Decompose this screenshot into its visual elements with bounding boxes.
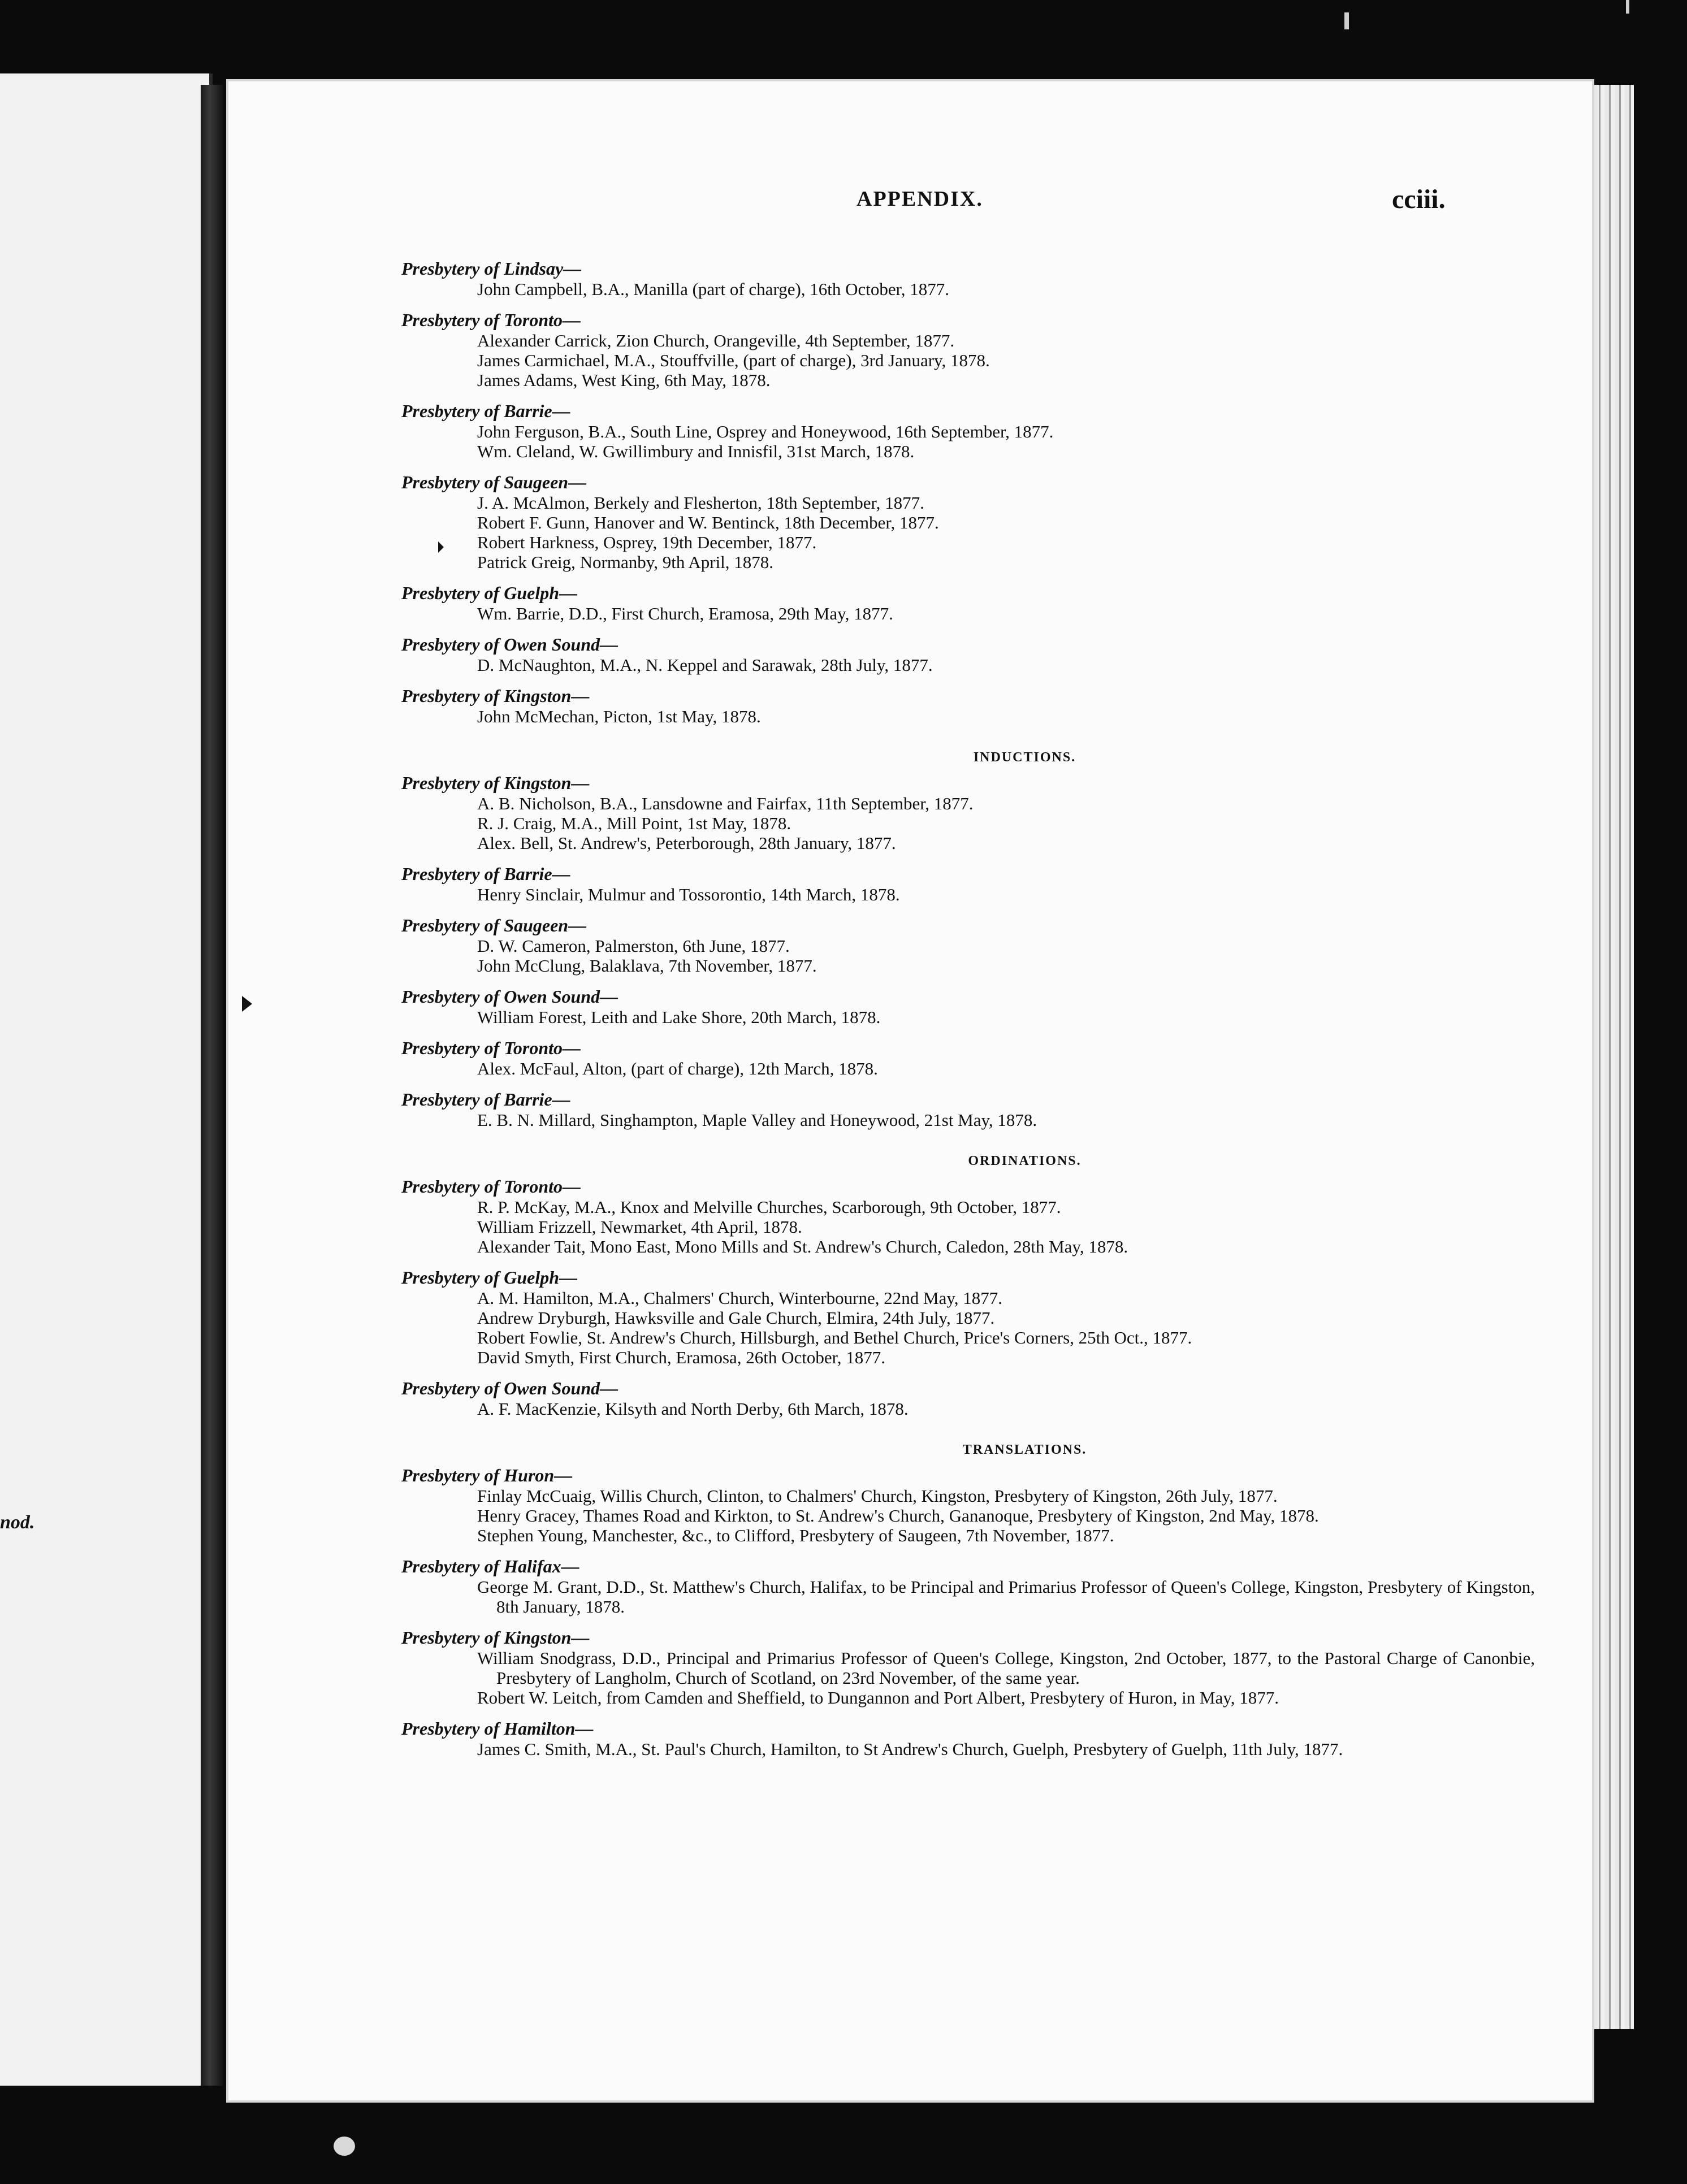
presbytery-group <box>401 471 1535 572</box>
presbytery-heading: Presbytery of Barrie— <box>401 864 570 884</box>
entry: D. W. Cameron, Palmerston, 6th June, 1877. <box>477 936 790 956</box>
entry: Alexander Tait, Mono East, Mono Mills and St. Andrew's Church, Caledon, 28th May, 1878. <box>477 1237 1128 1256</box>
entry: William Snodgrass, D.D., Principal and Primarius Professor of Queen's College, Kingston, 2nd October, 1877, to the Pastoral Charge of Canonbie, Presbytery of Langholm, Church of Scotland, on 23rd November, of the same year. <box>477 1648 1535 1688</box>
presbytery-heading: Presbytery of Huron— <box>401 1465 573 1485</box>
presbytery-group <box>401 915 1535 976</box>
page-edges <box>1594 85 1634 2029</box>
entry: William Frizzell, Newmarket, 4th April, 1878. <box>477 1217 802 1237</box>
presbytery-group <box>401 1555 1535 1617</box>
entry: Robert W. Leitch, from Camden and Sheffield, to Dungannon and Port Albert, Presbytery of Huron, in May, 1877. <box>477 1688 1279 1708</box>
entry: Stephen Young, Manchester, &c., to Clifford, Presbytery of Saugeen, 7th November, 1877. <box>477 1526 1114 1545</box>
entry: Henry Gracey, Thames Road and Kirkton, to St. Andrew's Church, Gananoque, Presbytery of Kingston, 2nd May, 1878. <box>477 1506 1319 1526</box>
presbytery-heading: Presbytery of Hamilton— <box>401 1718 594 1739</box>
presbytery-heading: Presbytery of Barrie— <box>401 1089 570 1110</box>
presbytery-heading: Presbytery of Owen Sound— <box>401 986 618 1007</box>
presbytery-group <box>401 772 1535 853</box>
presbytery-heading: Presbytery of Guelph— <box>401 583 578 603</box>
running-header: APPENDIX. <box>857 187 983 211</box>
presbytery-heading: Presbytery of Toronto— <box>401 310 581 330</box>
entry: Robert F. Gunn, Hanover and W. Bentinck, 18th December, 1877. <box>477 513 939 532</box>
left-facing-page <box>0 73 213 2086</box>
page-content <box>401 248 1535 1759</box>
page-number: cciii. <box>1392 184 1446 214</box>
section-title-inductions: INDUCTIONS. <box>973 750 1076 765</box>
presbytery-group <box>401 685 1535 726</box>
presbytery-group <box>401 1089 1535 1130</box>
entry: John Ferguson, B.A., South Line, Osprey and Honeywood, 16th September, 1877. <box>477 422 1054 441</box>
entry: D. McNaughton, M.A., N. Keppel and Sarawak, 28th July, 1877. <box>477 655 933 675</box>
entry: James Carmichael, M.A., Stouffville, (part of charge), 3rd January, 1878. <box>477 350 990 370</box>
entry: Alex. Bell, St. Andrew's, Peterborough, 28th January, 1877. <box>477 833 896 853</box>
margin-pointer-icon <box>242 996 252 1012</box>
entry: Finlay McCuaig, Willis Church, Clinton, to Chalmers' Church, Kingston, Presbytery of Kingston, 26th July, 1877. <box>477 1486 1278 1506</box>
presbytery-group <box>401 1377 1535 1419</box>
section-title-ordinations: ORDINATIONS. <box>968 1154 1082 1168</box>
presbytery-group <box>401 1267 1535 1367</box>
presbytery-group <box>401 634 1535 675</box>
entry: Robert Harkness, Osprey, 19th December, 1877. <box>477 532 817 552</box>
entry: R. J. Craig, M.A., Mill Point, 1st May, 1878. <box>477 813 791 833</box>
entry: James C. Smith, M.A., St. Paul's Church, Hamilton, to St Andrew's Church, Guelph, Presbytery of Guelph, 11th July, 1877. <box>477 1739 1343 1759</box>
presbytery-heading: Presbytery of Saugeen— <box>401 472 587 492</box>
entry: Andrew Dryburgh, Hawksville and Gale Church, Elmira, 24th July, 1877. <box>477 1308 995 1328</box>
scan-spot <box>334 2137 355 2156</box>
entry: Henry Sinclair, Mulmur and Tossorontio, 14th March, 1878. <box>477 885 900 904</box>
presbytery-group <box>401 1176 1535 1256</box>
presbytery-heading: Presbytery of Kingston— <box>401 1627 590 1648</box>
presbytery-heading: Presbytery of Barrie— <box>401 401 570 421</box>
entry: Patrick Greig, Normanby, 9th April, 1878. <box>477 552 774 572</box>
entry: William Forest, Leith and Lake Shore, 20th March, 1878. <box>477 1007 881 1027</box>
left-page-text-fragment: nod. <box>0 1512 35 1533</box>
entry: Wm. Cleland, W. Gwillimbury and Innisfil, 31st March, 1878. <box>477 441 915 461</box>
presbytery-group <box>401 1627 1535 1708</box>
presbytery-group <box>401 1037 1535 1078</box>
presbytery-group <box>401 258 1535 299</box>
presbytery-heading: Presbytery of Lindsay— <box>401 258 582 279</box>
scan-mark <box>1626 0 1629 14</box>
presbytery-group <box>401 1464 1535 1545</box>
entry: Robert Fowlie, St. Andrew's Church, Hillsburgh, and Bethel Church, Price's Corners, 25th Oct., 1877. <box>477 1328 1192 1347</box>
presbytery-group <box>401 863 1535 904</box>
entry: R. P. McKay, M.A., Knox and Melville Churches, Scarborough, 9th October, 1877. <box>477 1197 1061 1217</box>
entry: David Smyth, First Church, Eramosa, 26th October, 1877. <box>477 1347 886 1367</box>
entry: John McClung, Balaklava, 7th November, 1877. <box>477 956 817 976</box>
entry: Alexander Carrick, Zion Church, Orangeville, 4th September, 1877. <box>477 331 955 350</box>
presbytery-heading: Presbytery of Owen Sound— <box>401 634 618 655</box>
book-gutter <box>201 85 223 2086</box>
presbytery-group <box>401 1718 1535 1759</box>
presbytery-heading: Presbytery of Kingston— <box>401 773 590 793</box>
entry: A. M. Hamilton, M.A., Chalmers' Church, Winterbourne, 22nd May, 1877. <box>477 1288 1003 1308</box>
presbytery-group <box>401 582 1535 623</box>
presbytery-heading: Presbytery of Kingston— <box>401 686 590 706</box>
entry: A. B. Nicholson, B.A., Lansdowne and Fairfax, 11th September, 1877. <box>477 794 974 813</box>
presbytery-heading: Presbytery of Halifax— <box>401 1556 579 1576</box>
presbytery-group <box>401 400 1535 461</box>
presbytery-group <box>401 986 1535 1027</box>
entry: E. B. N. Millard, Singhampton, Maple Valley and Honeywood, 21st May, 1878. <box>477 1110 1037 1130</box>
presbytery-heading: Presbytery of Saugeen— <box>401 915 587 935</box>
presbytery-group <box>401 309 1535 390</box>
entry: John Campbell, B.A., Manilla (part of charge), 16th October, 1877. <box>477 279 950 299</box>
entry: James Adams, West King, 6th May, 1878. <box>477 370 771 390</box>
entry: Wm. Barrie, D.D., First Church, Eramosa, 29th May, 1877. <box>477 604 893 623</box>
entry: Alex. McFaul, Alton, (part of charge), 12th March, 1878. <box>477 1059 878 1078</box>
scan-mark <box>1344 12 1349 29</box>
presbytery-heading: Presbytery of Guelph— <box>401 1267 578 1288</box>
entry: George M. Grant, D.D., St. Matthew's Church, Halifax, to be Principal and Primarius Professor of Queen's College, Kingston, Presbytery of Kingston, 8th January, 1878. <box>477 1577 1535 1617</box>
entry: A. F. MacKenzie, Kilsyth and North Derby, 6th March, 1878. <box>477 1399 909 1419</box>
section-title-translations: TRANSLATIONS. <box>962 1442 1087 1457</box>
presbytery-heading: Presbytery of Toronto— <box>401 1176 581 1197</box>
presbytery-heading: Presbytery of Owen Sound— <box>401 1378 618 1398</box>
entry: John McMechan, Picton, 1st May, 1878. <box>477 707 761 726</box>
entry: J. A. McAlmon, Berkely and Flesherton, 18th September, 1877. <box>477 493 924 513</box>
presbytery-heading: Presbytery of Toronto— <box>401 1038 581 1058</box>
